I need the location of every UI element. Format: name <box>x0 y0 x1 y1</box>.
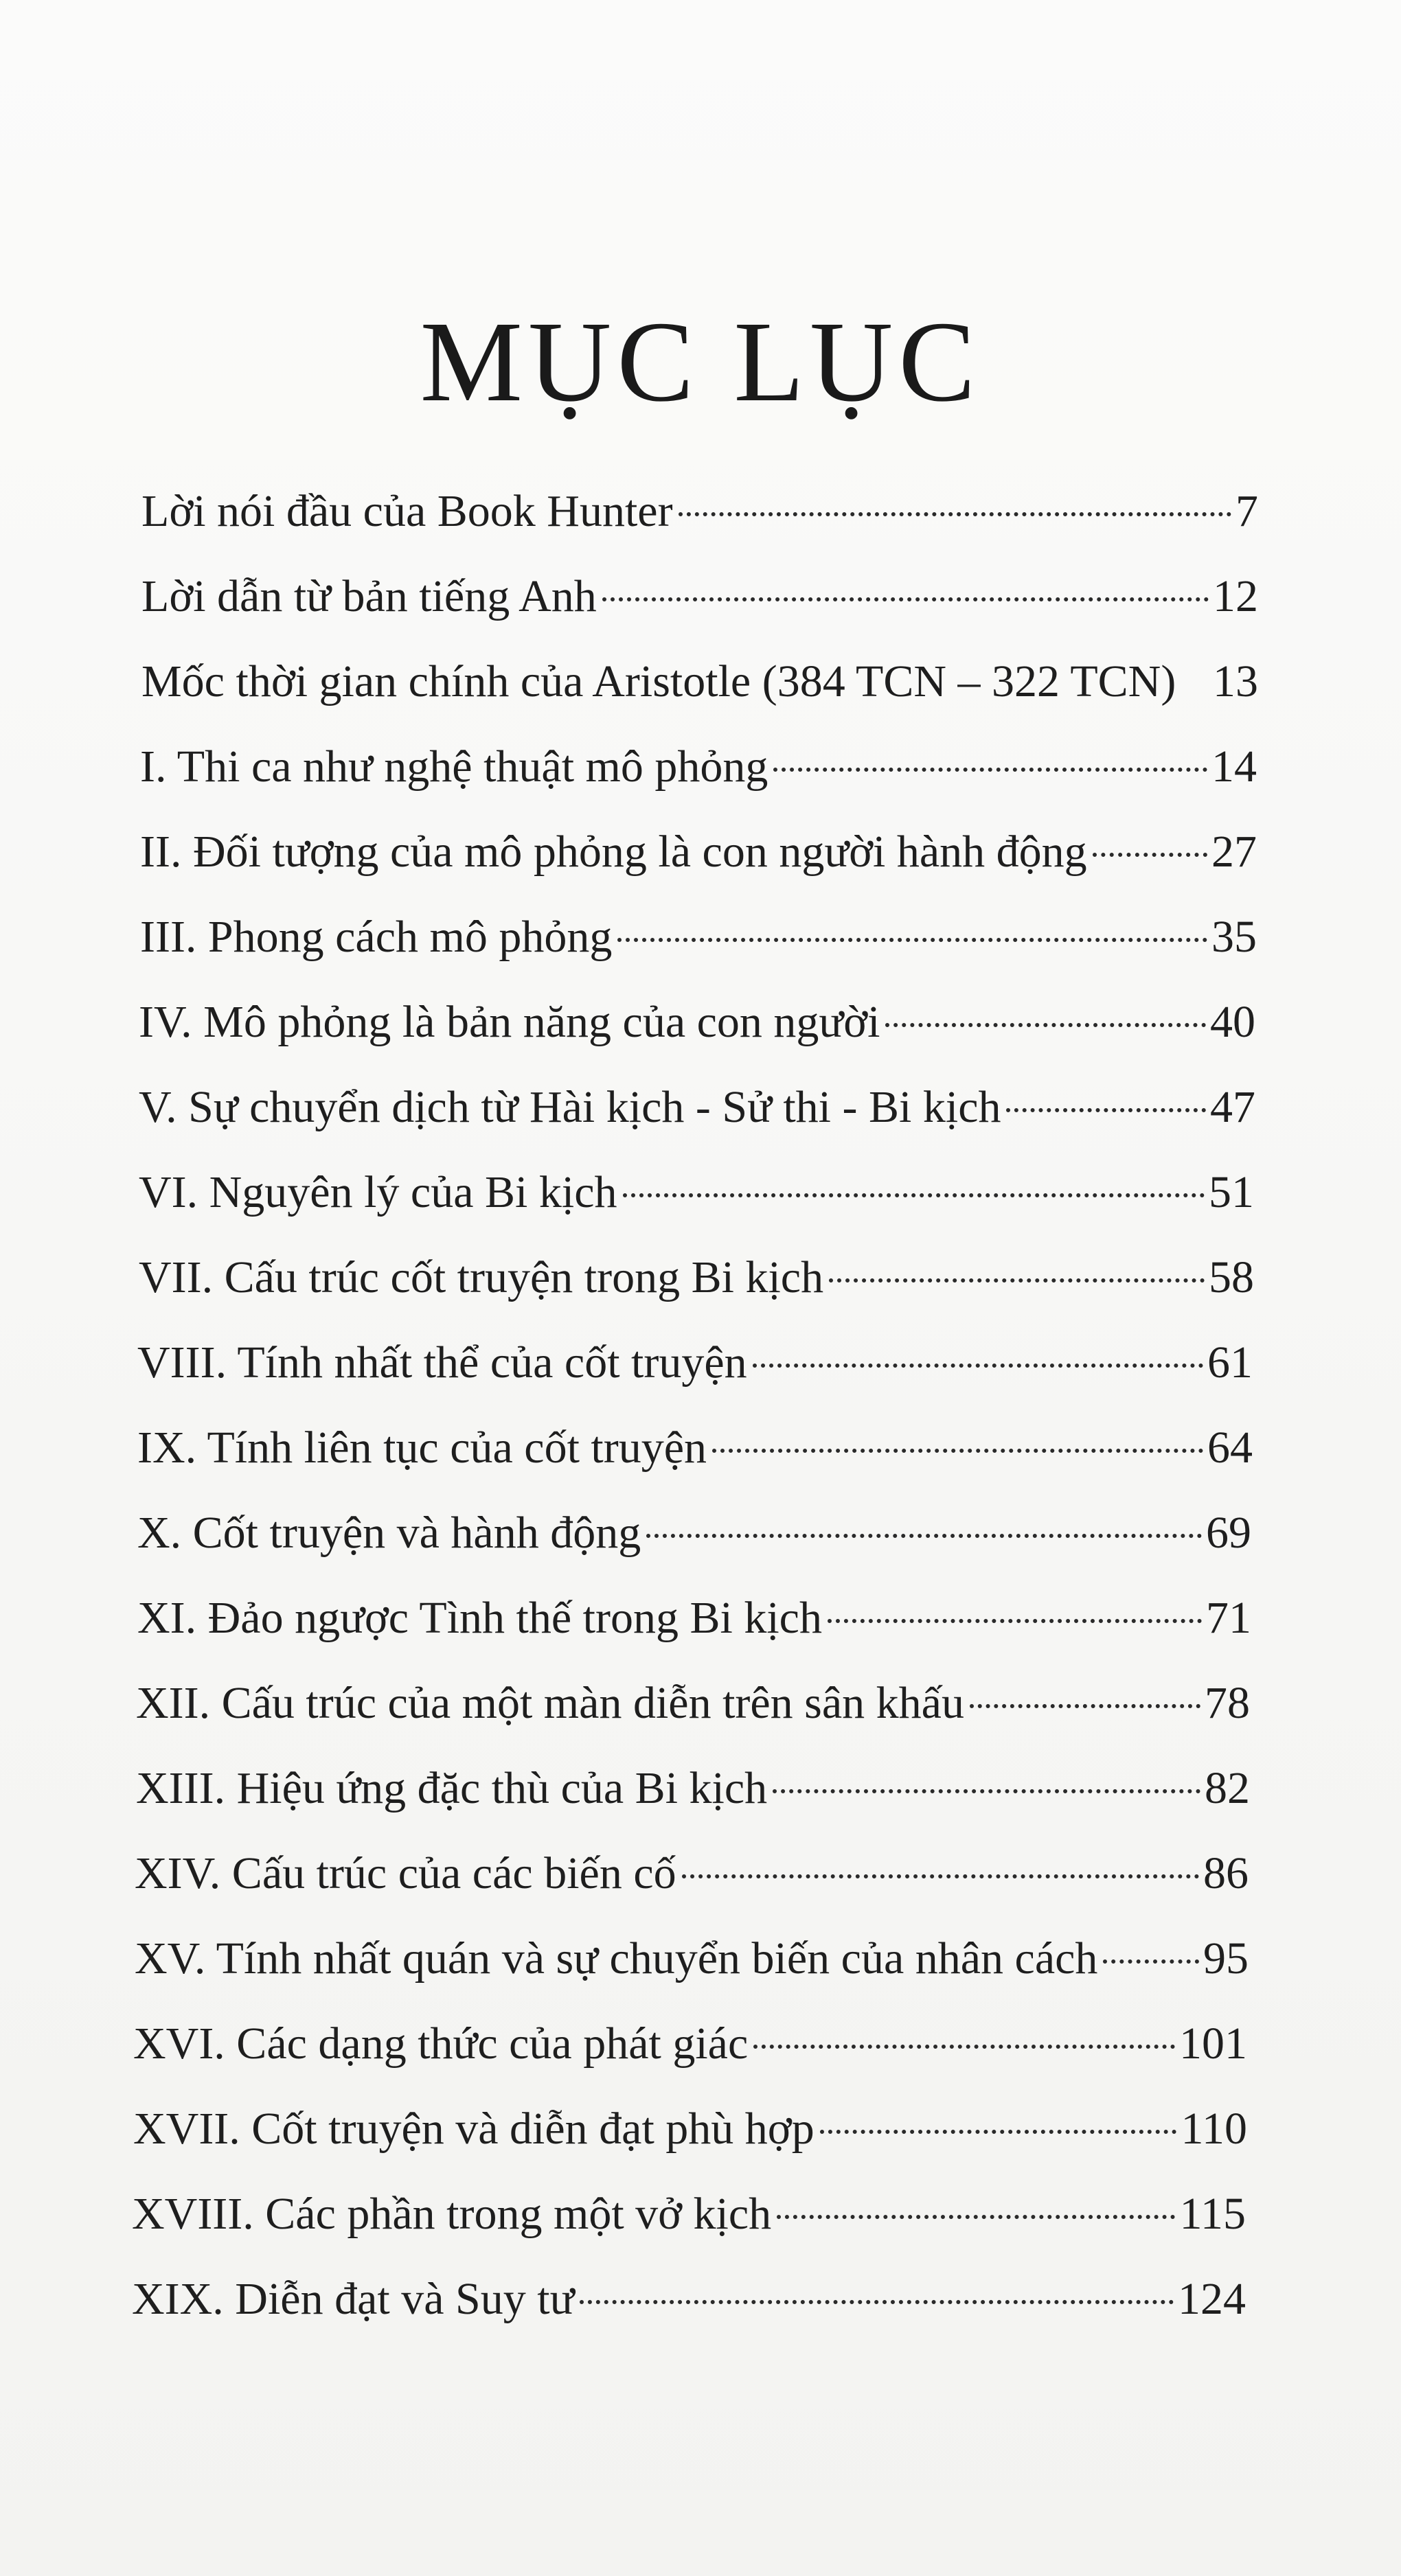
toc-entry <box>135 1928 1249 1990</box>
toc-entry-label: XVI. Các dạng thức của phát giác <box>133 2019 749 2069</box>
toc-entry-label: IV. Mô phỏng là bản năng của con người <box>139 997 880 1047</box>
toc-entry-page: 82 <box>1205 1763 1250 1813</box>
toc-entry <box>141 651 1258 713</box>
dot-leader <box>646 1534 1202 1538</box>
toc-entry-page: 7 <box>1235 486 1258 536</box>
toc-entry-label: XIV. Cấu trúc của các biến cố <box>135 1848 676 1898</box>
toc-entry <box>141 566 1258 628</box>
toc-entry-label: VI. Nguyên lý của Bi kịch <box>139 1167 617 1217</box>
toc-entry <box>137 1502 1251 1564</box>
toc-entry-page: 61 <box>1207 1337 1253 1388</box>
toc-entry <box>140 736 1257 798</box>
toc-entry-label: VII. Cấu trúc cốt truyện trong Bi kịch <box>139 1252 824 1302</box>
toc-entry-page: 14 <box>1211 741 1257 792</box>
dot-leader <box>753 1364 1203 1368</box>
dot-leader <box>1093 853 1207 857</box>
toc-entry <box>137 1417 1253 1479</box>
toc-entry-page: 110 <box>1181 2104 1247 2154</box>
toc-entry-page: 13 <box>1213 656 1258 706</box>
dot-leader <box>682 1874 1199 1878</box>
toc-entry-page: 124 <box>1178 2274 1246 2324</box>
toc-entry-label: I. Thi ca như nghệ thuật mô phỏng <box>140 741 768 792</box>
toc-entry-label: VIII. Tính nhất thể của cốt truyện <box>137 1337 747 1388</box>
toc-entry-label: IX. Tính liên tục của cốt truyện <box>137 1423 707 1473</box>
toc-entry <box>133 2098 1247 2160</box>
toc-entry-page: 47 <box>1210 1082 1255 1132</box>
toc-entry-label: XIX. Diễn đạt và Suy tư <box>132 2274 575 2324</box>
toc-entry-label: XVIII. Các phần trong một vở kịch <box>132 2189 772 2239</box>
toc-entry-label: V. Sự chuyển dịch từ Hài kịch - Sử thi - Bi kịch <box>139 1082 1001 1132</box>
dot-leader <box>1103 1959 1199 1964</box>
dot-leader <box>773 768 1207 772</box>
toc-entry <box>139 991 1255 1053</box>
toc-entry <box>137 1587 1251 1649</box>
toc-entry-page: 115 <box>1179 2189 1246 2239</box>
toc-entry <box>140 906 1257 968</box>
toc-entry-label: XIII. Hiệu ứng đặc thù của Bi kịch <box>136 1763 768 1813</box>
toc-entry-page: 95 <box>1203 1933 1249 1983</box>
dot-leader <box>970 1704 1200 1708</box>
dot-leader <box>777 2215 1175 2219</box>
dot-leader <box>623 1193 1205 1197</box>
dot-leader <box>679 512 1231 516</box>
toc-entry-page: 51 <box>1209 1167 1254 1217</box>
dot-leader <box>753 2045 1175 2049</box>
toc-entry-page: 40 <box>1210 997 1255 1047</box>
toc-entry-page: 69 <box>1206 1508 1251 1558</box>
dot-leader <box>602 597 1209 601</box>
toc-entry-label: Lời dẫn từ bản tiếng Anh <box>141 571 597 621</box>
toc-entry <box>141 481 1258 542</box>
toc-entry <box>139 1247 1254 1309</box>
dot-leader <box>820 2130 1177 2134</box>
toc-entry-page: 101 <box>1179 2019 1247 2069</box>
toc-entry-label: Lời nói đầu của Book Hunter <box>141 486 673 536</box>
dot-leader <box>580 2300 1174 2304</box>
toc-entry <box>137 1332 1253 1394</box>
dot-leader <box>828 1619 1202 1623</box>
toc-entry <box>136 1672 1250 1734</box>
toc-entry-page: 27 <box>1211 827 1257 877</box>
toc-entry <box>133 2013 1247 2075</box>
toc-entry <box>140 821 1257 883</box>
toc-entry-label: XI. Đảo ngược Tình thế trong Bi kịch <box>137 1593 822 1643</box>
dot-leader <box>885 1023 1206 1027</box>
toc-entry-page: 71 <box>1206 1593 1251 1643</box>
toc-entry-label: II. Đối tượng của mô phỏng là con người hành động <box>140 827 1087 877</box>
toc-entry-page: 58 <box>1209 1252 1254 1302</box>
toc-entry <box>139 1162 1254 1223</box>
dot-leader <box>1006 1108 1206 1112</box>
toc-entry-page: 78 <box>1205 1678 1250 1728</box>
toc-entry-page: 12 <box>1213 571 1258 621</box>
dot-leader <box>773 1789 1200 1793</box>
toc-entry <box>139 1077 1255 1138</box>
toc-entry-label: XII. Cấu trúc của một màn diễn trên sân khấu <box>136 1678 964 1728</box>
toc-entry <box>132 2268 1246 2330</box>
toc-entry <box>135 1843 1249 1905</box>
toc-entry-label: XVII. Cốt truyện và diễn đạt phù hợp <box>133 2104 815 2154</box>
toc-entry-page: 35 <box>1211 912 1257 962</box>
toc-entry-label: Mốc thời gian chính của Aristotle (384 TCN – 322 TCN) <box>141 656 1176 706</box>
toc-entry-page: 64 <box>1207 1423 1253 1473</box>
toc-entry <box>132 2183 1246 2245</box>
toc-entry-label: XV. Tính nhất quán và sự chuyển biến của nhân cách <box>135 1933 1098 1983</box>
toc-entry-label: X. Cốt truyện và hành động <box>137 1508 641 1558</box>
dot-leader <box>617 938 1207 942</box>
toc-entry-label: III. Phong cách mô phỏng <box>140 912 613 962</box>
toc-entry <box>136 1758 1250 1819</box>
page-title: MỤC LỤC <box>420 297 981 426</box>
dot-leader <box>712 1449 1203 1453</box>
toc-entry-page: 86 <box>1203 1848 1249 1898</box>
dot-leader <box>829 1278 1205 1283</box>
